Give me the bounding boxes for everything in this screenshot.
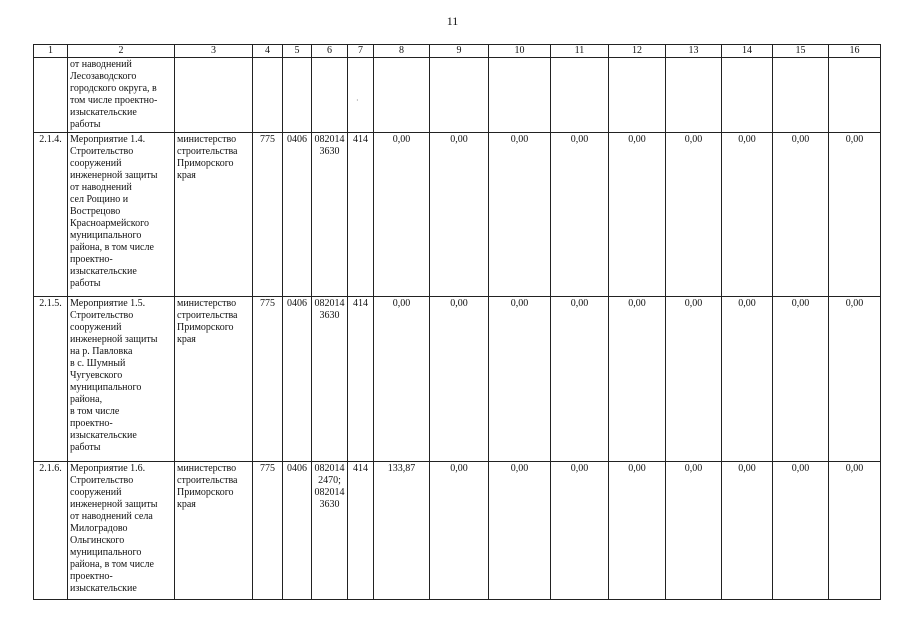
name-line: Вострецово	[70, 206, 121, 217]
grbs-cell: 775	[253, 297, 283, 462]
grbs-cell: 775	[253, 462, 283, 600]
name-line: муниципального	[70, 382, 142, 393]
name-cell	[68, 462, 175, 600]
name-line: от наводнений села	[70, 511, 153, 522]
vr-cell: 414	[348, 133, 374, 297]
table-row	[34, 462, 881, 600]
value-cell: 0,00	[666, 297, 722, 462]
vr-cell: 414	[348, 297, 374, 462]
header-cell: 1	[34, 45, 68, 58]
name-line: работы	[70, 278, 101, 289]
owner-line: Приморского	[177, 158, 234, 169]
header-cell: 2	[68, 45, 175, 58]
name-line: изыскательские	[70, 107, 137, 118]
value-cell: 0,00	[773, 133, 829, 297]
header-cell: 3	[175, 45, 253, 58]
name-line: Ольгинского	[70, 535, 125, 546]
name-line: Строительство	[70, 146, 134, 157]
name-cell	[68, 58, 175, 133]
value-cell: 0,00	[551, 133, 609, 297]
table-row	[34, 133, 881, 297]
owner-line: Приморского	[177, 487, 234, 498]
page-number: 11	[446, 14, 459, 28]
name-line: проектно-	[70, 571, 113, 582]
header-cell: 11	[551, 45, 609, 58]
csr-line: 3630	[319, 146, 340, 157]
name-line: Строительство	[70, 475, 134, 486]
name-line: проектно-	[70, 418, 113, 429]
value-cell: 0,00	[430, 133, 489, 297]
name-line: Чугуевского	[70, 370, 123, 381]
rzpr-cell: 0406	[283, 462, 312, 600]
name-line: района, в том числе	[70, 242, 154, 253]
csr-line: 082014	[314, 134, 345, 145]
header-cell: 9	[430, 45, 489, 58]
value-cell: 0,00	[829, 462, 881, 600]
name-line: городского округа, в	[70, 83, 157, 94]
value-cell: 133,87	[374, 462, 430, 600]
vr-cell: 414	[348, 462, 374, 600]
name-line: инженерной защиты	[70, 170, 158, 181]
num-cell	[34, 58, 68, 133]
value-cell: 0,00	[829, 133, 881, 297]
value-cell: 0,00	[609, 297, 666, 462]
name-line: муниципального	[70, 547, 142, 558]
value-cell: 0,00	[489, 462, 551, 600]
owner-cell	[175, 462, 253, 600]
header-cell: 14	[722, 45, 773, 58]
row-number: 2.1.5.	[34, 297, 68, 462]
rzpr-cell: 0406	[283, 133, 312, 297]
row-number: 2.1.6.	[34, 462, 68, 600]
value-cell: 0,00	[722, 462, 773, 600]
value-cell: 0,00	[489, 133, 551, 297]
name-line: муниципального	[70, 230, 142, 241]
header-cell: 16	[829, 45, 881, 58]
owner-line: строительства	[177, 146, 238, 157]
csr-line: 082014	[314, 463, 345, 474]
name-line: Мероприятие 1.5.	[70, 298, 146, 309]
header-cell: 6	[312, 45, 348, 58]
name-line: проектно-	[70, 254, 113, 265]
name-line: Милоградово	[70, 523, 128, 534]
value-cell: 0,00	[722, 133, 773, 297]
header-cell: 10	[489, 45, 551, 58]
csr-line: 082014	[314, 487, 345, 498]
value-cell: 0,00	[430, 462, 489, 600]
continuation-row	[34, 58, 881, 133]
csr-cell	[312, 462, 348, 600]
header-cell: 5	[283, 45, 312, 58]
value-cell: 0,00	[374, 297, 430, 462]
header-cell: 8	[374, 45, 430, 58]
csr-line: 3630	[319, 310, 340, 321]
value-cell: 0,00	[829, 297, 881, 462]
name-line: в том числе	[70, 406, 120, 417]
name-line: работы	[70, 119, 101, 130]
name-line: района, в том числе	[70, 559, 154, 570]
name-line: Мероприятие 1.6.	[70, 463, 146, 474]
owner-line: строительства	[177, 310, 238, 321]
csr-line: 2470;	[318, 475, 341, 486]
csr-line: 082014	[314, 298, 345, 309]
name-line: от наводнений	[70, 182, 132, 193]
name-line: Красноармейского	[70, 218, 149, 229]
measures-table	[33, 44, 881, 600]
owner-line: министерство	[177, 298, 237, 309]
value-cell: 0,00	[722, 297, 773, 462]
header-row	[34, 45, 881, 58]
value-cell: 0,00	[609, 462, 666, 600]
owner-line: Приморского	[177, 322, 234, 333]
owner-line: строительства	[177, 475, 238, 486]
value-cell: 0,00	[489, 297, 551, 462]
name-line: в с. Шумный	[70, 358, 126, 369]
name-line: инженерной защиты	[70, 499, 158, 510]
grbs-cell: 775	[253, 133, 283, 297]
value-cell: 0,00	[773, 462, 829, 600]
csr-line: 3630	[319, 499, 340, 510]
value-cell: 0,00	[773, 297, 829, 462]
name-line: изыскательские	[70, 583, 137, 594]
stray-mark: ·	[356, 96, 359, 105]
name-line: от наводнений	[70, 59, 132, 70]
name-line: Строительство	[70, 310, 134, 321]
owner-line: края	[177, 334, 196, 345]
owner-line: края	[177, 499, 196, 510]
value-cell: 0,00	[374, 133, 430, 297]
value-cell: 0,00	[666, 462, 722, 600]
csr-cell	[312, 133, 348, 297]
name-line: района,	[70, 394, 103, 405]
value-cell: 0,00	[609, 133, 666, 297]
name-line: Мероприятие 1.4.	[70, 134, 146, 145]
value-cell: 0,00	[551, 462, 609, 600]
name-line: инженерной защиты	[70, 334, 158, 345]
owner-line: края	[177, 170, 196, 181]
name-line: сооружений	[70, 322, 122, 333]
header-cell: 12	[609, 45, 666, 58]
name-line: Лесозаводского	[70, 71, 137, 82]
header-cell: 4	[253, 45, 283, 58]
table-row	[34, 297, 881, 462]
owner-line: министерство	[177, 134, 237, 145]
owner-cell	[175, 297, 253, 462]
row-number: 2.1.4.	[34, 133, 68, 297]
header-cell: 7	[348, 45, 374, 58]
name-line: сооружений	[70, 158, 122, 169]
name-line: на р. Павловка	[70, 346, 133, 357]
header-cell: 15	[773, 45, 829, 58]
name-line: изыскательские	[70, 430, 137, 441]
name-line: сел Рощино и	[70, 194, 129, 205]
value-cell: 0,00	[430, 297, 489, 462]
owner-cell	[175, 133, 253, 297]
name-line: сооружений	[70, 487, 122, 498]
owner-line: министерство	[177, 463, 237, 474]
name-line: том числе проектно-	[70, 95, 158, 106]
csr-cell	[312, 297, 348, 462]
rzpr-cell: 0406	[283, 297, 312, 462]
name-cell	[68, 297, 175, 462]
value-cell: 0,00	[666, 133, 722, 297]
header-cell: 13	[666, 45, 722, 58]
name-cell	[68, 133, 175, 297]
name-line: изыскательские	[70, 266, 137, 277]
name-line: работы	[70, 442, 101, 453]
value-cell: 0,00	[551, 297, 609, 462]
